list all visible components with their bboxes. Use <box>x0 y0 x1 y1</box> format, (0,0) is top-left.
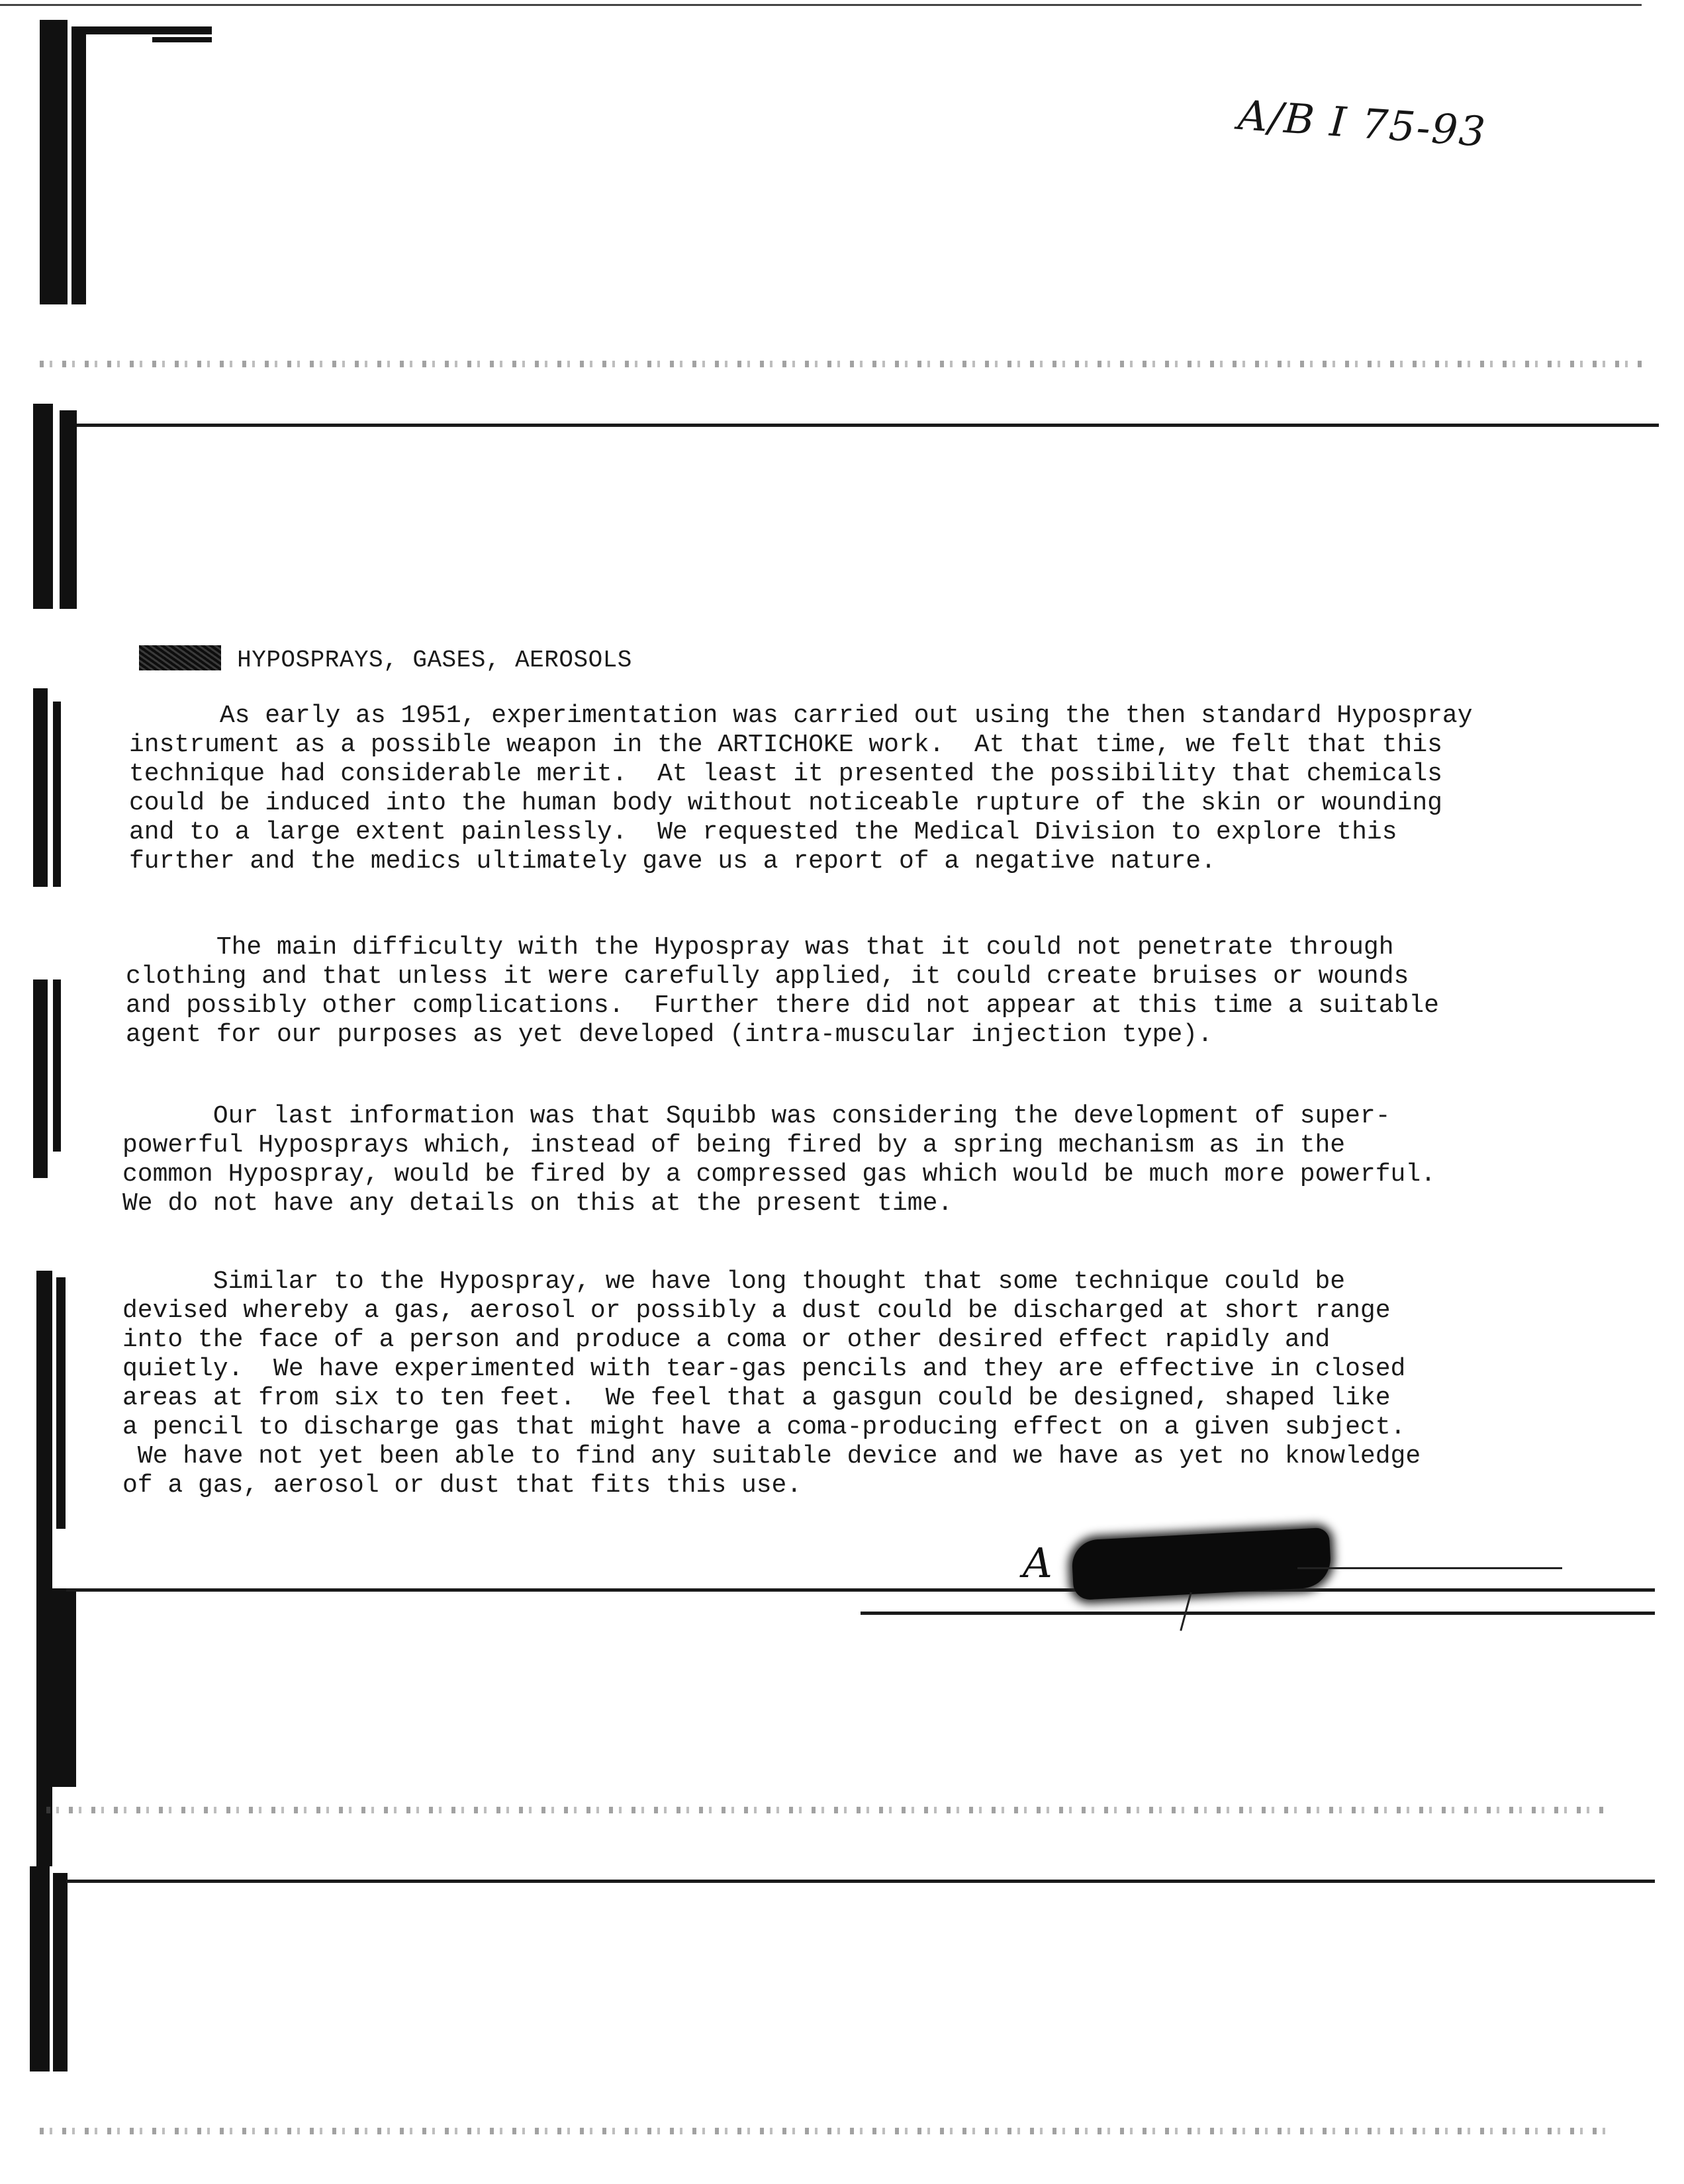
paragraph-2 <box>126 933 1439 1050</box>
horizontal-rule <box>66 1588 1655 1592</box>
bracket-mark <box>71 26 86 304</box>
bracket-mark <box>152 37 212 42</box>
bracket-mark <box>33 979 48 1178</box>
text-line: areas at from six to ten feet. We feel that a gasgun could be designed, shaped like <box>122 1384 1391 1412</box>
text-line: common Hypospray, would be fired by a compressed gas which would be much more powerful. <box>122 1160 1436 1189</box>
scan-noise <box>40 361 1642 367</box>
heading-text: HYPOSPRAYS, GASES, AEROSOLS <box>237 647 632 674</box>
text-line: agent for our purposes as yet developed (intra-muscular injection type). <box>126 1021 1213 1049</box>
top-edge-rule <box>0 4 1642 6</box>
text-line: and to a large extent painlessly. We requested the Medical Division to explore this <box>129 818 1397 846</box>
text-line: We have not yet been able to find any suitable device and we have as yet no knowledge <box>122 1442 1421 1471</box>
bracket-mark <box>53 979 61 1152</box>
text-line: instrument as a possible weapon in the ARTICHOKE work. At that time, we felt that this <box>129 731 1442 759</box>
section-heading <box>139 645 632 674</box>
text-line: quietly. We have experimented with tear-gas pencils and they are effective in closed <box>122 1355 1406 1383</box>
text-line: clothing and that unless it were carefully applied, it could create bruises or wounds <box>126 962 1409 991</box>
bracket-mark <box>33 688 48 887</box>
bracket-mark <box>50 1588 76 1787</box>
text-line: a pencil to discharge gas that might have a coma-producing effect on a given subject. <box>122 1413 1406 1441</box>
horizontal-rule <box>861 1612 1655 1615</box>
handwritten-file-number: A/B I 75-93 <box>1236 90 1488 157</box>
text-line: devised whereby a gas, aerosol or possibly a dust could be discharged at short range <box>122 1297 1391 1325</box>
signature-line <box>1297 1567 1562 1569</box>
scan-noise <box>40 2128 1615 2134</box>
bracket-mark <box>56 1277 66 1529</box>
text-line: of a gas, aerosol or dust that fits this use. <box>122 1471 802 1500</box>
text-line: technique had considerable merit. At least it presented the possibility that chemicals <box>129 760 1442 788</box>
signature-initial: A <box>1023 1539 1052 1587</box>
text-line: and possibly other complications. Further there did not appear at this time a suitable <box>126 991 1439 1020</box>
text-line: could be induced into the human body without noticeable rupture of the skin or wounding <box>129 789 1442 817</box>
horizontal-rule <box>66 1880 1655 1883</box>
text-line: powerful Hyposprays which, instead of being fired by a spring mechanism as in the <box>122 1131 1346 1160</box>
bracket-mark <box>30 1866 50 2071</box>
text-line: into the face of a person and produce a coma or other desired effect rapidly and <box>122 1326 1331 1354</box>
bracket-mark <box>86 26 212 34</box>
text-line: The main difficulty with the Hypospray was that it could not penetrate through <box>126 933 1394 962</box>
text-line: Our last information was that Squibb was considering the development of super- <box>122 1102 1391 1130</box>
paragraph-1 <box>129 702 1473 876</box>
bracket-mark <box>53 702 61 887</box>
bracket-mark <box>33 404 53 609</box>
horizontal-rule <box>77 424 1659 427</box>
paragraph-4 <box>122 1267 1421 1500</box>
paragraph-3 <box>122 1102 1436 1218</box>
text-line: As early as 1951, experimentation was carried out using the then standard Hypospray <box>129 702 1473 730</box>
text-line: We do not have any details on this at the present time. <box>122 1189 953 1218</box>
bracket-mark <box>40 20 68 304</box>
redaction-mark <box>139 645 221 670</box>
bracket-mark <box>60 410 77 609</box>
scan-noise <box>46 1807 1609 1813</box>
bracket-mark <box>53 1873 68 2071</box>
text-line: Similar to the Hypospray, we have long thought that some technique could be <box>122 1267 1346 1296</box>
text-line: further and the medics ultimately gave us a report of a negative nature. <box>129 847 1216 876</box>
